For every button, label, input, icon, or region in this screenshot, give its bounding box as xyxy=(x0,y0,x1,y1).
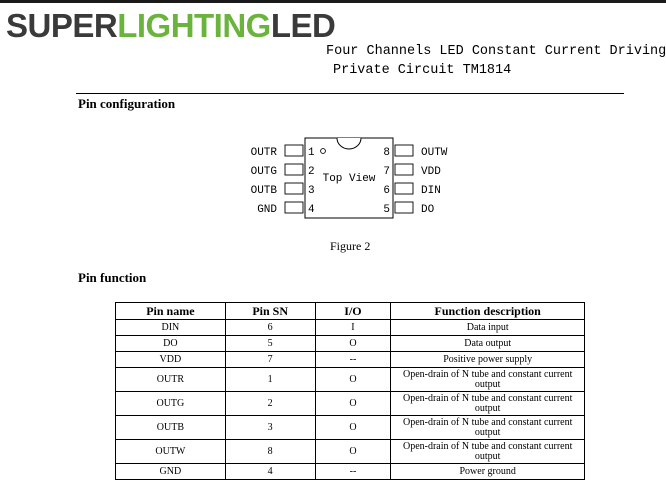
cell-io: O xyxy=(315,336,391,352)
cell-pin-sn: 3 xyxy=(225,416,315,440)
pin-label-vdd: VDD xyxy=(421,166,441,178)
header-function-description: Function description xyxy=(391,303,585,320)
pin-pad-right-7 xyxy=(395,164,413,175)
cell-pin-name: DIN xyxy=(116,320,226,336)
table-row xyxy=(116,368,585,392)
pin-pad-right-6 xyxy=(395,183,413,194)
cell-pin-name: OUTG xyxy=(116,392,226,416)
cell-io: O xyxy=(315,368,391,392)
cell-pin-sn: 6 xyxy=(225,320,315,336)
cell-pin-sn: 1 xyxy=(225,368,315,392)
figure-caption: Figure 2 xyxy=(330,239,371,253)
document-title-line1: Four Channels LED Constant Current Driving xyxy=(326,44,666,59)
cell-pin-name: OUTR xyxy=(116,368,226,392)
cell-pin-sn: 8 xyxy=(225,440,315,464)
pin-label-outb: OUTB xyxy=(250,185,277,197)
table-row xyxy=(116,352,585,368)
logo-part-led: LED xyxy=(270,7,336,44)
pin-label-outr: OUTR xyxy=(250,147,277,159)
cell-function-description: Open-drain of N tube and constant current output xyxy=(391,440,585,464)
pin-label-outw: OUTW xyxy=(421,147,448,159)
cell-io: O xyxy=(315,392,391,416)
table-row xyxy=(116,336,585,352)
pin-number-1: 1 xyxy=(308,147,315,159)
cell-pin-name: VDD xyxy=(116,352,226,368)
cell-pin-sn: 5 xyxy=(225,336,315,352)
pin-number-3: 3 xyxy=(308,185,315,197)
pin-label-gnd: GND xyxy=(257,204,277,216)
cell-io: O xyxy=(315,440,391,464)
table-row xyxy=(116,320,585,336)
pin-pad-right-5 xyxy=(395,202,413,213)
logo-part-super: SUPER xyxy=(6,7,118,44)
table-row xyxy=(116,440,585,464)
cell-io: I xyxy=(315,320,391,336)
cell-pin-name: OUTW xyxy=(116,440,226,464)
table-row xyxy=(116,392,585,416)
pin-pad-left-3 xyxy=(285,183,303,194)
table-row xyxy=(116,416,585,440)
cell-pin-name: OUTB xyxy=(116,416,226,440)
section-heading-pin-configuration: Pin configuration xyxy=(78,96,176,111)
logo-part-lighting: LIGHTING xyxy=(117,7,271,44)
header-io: I/O xyxy=(315,303,391,320)
pin-pad-right-8 xyxy=(395,145,413,156)
top-border xyxy=(0,0,666,3)
pin-number-5: 5 xyxy=(383,204,390,216)
pin-number-6: 6 xyxy=(383,185,390,197)
chip-pinout-diagram xyxy=(250,136,448,220)
table-row xyxy=(116,464,585,480)
pin-number-8: 8 xyxy=(383,147,390,159)
header-pin-sn: Pin SN xyxy=(225,303,315,320)
cell-function-description: Data input xyxy=(391,320,585,336)
cell-io: -- xyxy=(315,352,391,368)
cell-function-description: Positive power supply xyxy=(391,352,585,368)
cell-pin-sn: 2 xyxy=(225,392,315,416)
top-view-label: Top View xyxy=(322,173,376,185)
cell-pin-name: GND xyxy=(116,464,226,480)
header-pin-name: Pin name xyxy=(116,303,226,320)
pin-pad-left-4 xyxy=(285,202,303,213)
section-heading-pin-function: Pin function xyxy=(78,270,147,285)
pin-pad-left-1 xyxy=(285,145,303,156)
cell-function-description: Open-drain of N tube and constant current output xyxy=(391,368,585,392)
pin-number-7: 7 xyxy=(383,166,390,178)
pin-label-din: DIN xyxy=(421,185,441,197)
cell-io: -- xyxy=(315,464,391,480)
pin-label-outg: OUTG xyxy=(250,166,277,178)
cell-pin-sn: 7 xyxy=(225,352,315,368)
cell-pin-name: DO xyxy=(116,336,226,352)
cell-function-description: Open-drain of N tube and constant current output xyxy=(391,416,585,440)
document-title-line2: Private Circuit TM1814 xyxy=(333,63,512,78)
pin-function-table xyxy=(115,302,585,480)
cell-io: O xyxy=(315,416,391,440)
cell-function-description: Open-drain of N tube and constant current output xyxy=(391,392,585,416)
header-divider xyxy=(76,93,624,94)
company-logo xyxy=(6,6,335,46)
pin-pad-left-2 xyxy=(285,164,303,175)
cell-function-description: Data output xyxy=(391,336,585,352)
document-title xyxy=(326,42,666,80)
cell-pin-sn: 4 xyxy=(225,464,315,480)
table-header-row xyxy=(116,303,585,320)
pin-number-4: 4 xyxy=(308,204,315,216)
pin-number-2: 2 xyxy=(308,166,315,178)
pin-label-do: DO xyxy=(421,204,435,216)
cell-function-description: Power ground xyxy=(391,464,585,480)
